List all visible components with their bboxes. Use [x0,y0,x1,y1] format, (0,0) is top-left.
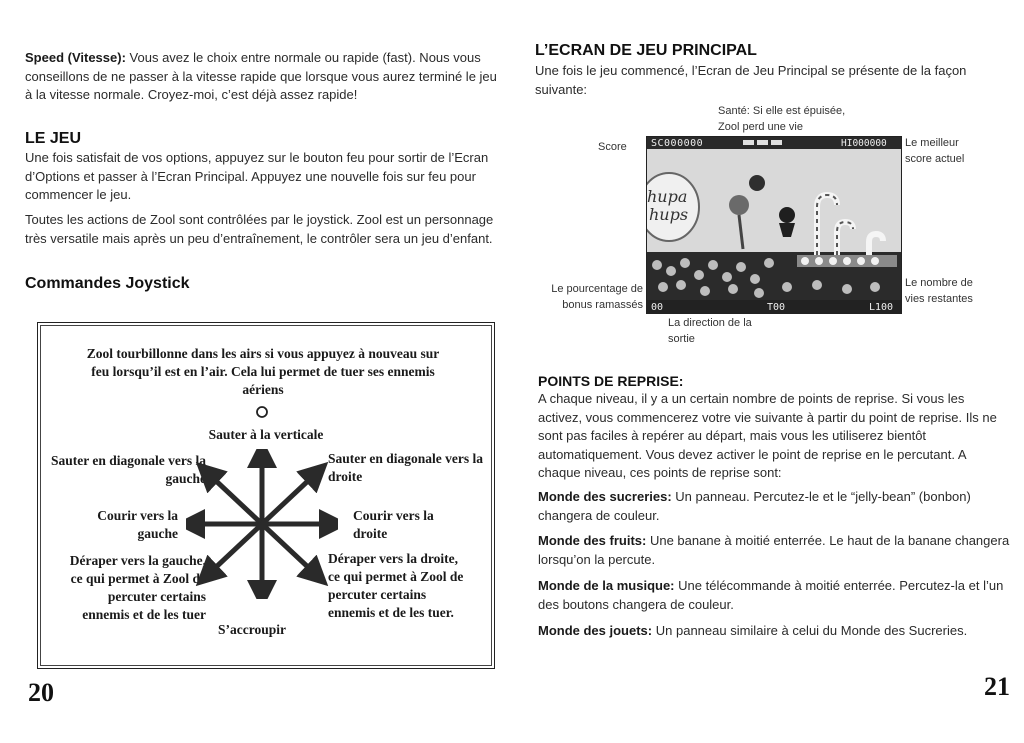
world-fruits [538,532,1010,569]
speed-paragraph [25,49,500,105]
page-number-right: 21 [984,672,1010,701]
joystick-arrows-icon [186,449,338,599]
hud-bonus: 00 [651,302,664,313]
world-sucreries-name: Monde des sucreries: [538,489,672,504]
fire-button-icon [255,405,269,419]
label-right: Courir vers la droite [353,508,434,541]
le-jeu-heading: LE JEU [25,130,82,147]
game-screen-image [646,136,902,314]
label-up-left: Sauter en diagonale vers la gauche [51,453,206,486]
label-down-left: Déraper vers la gauche, ce qui permet à Zool de percuter certains ennemis et de les tuer [69,553,206,622]
world-jouets-text: Un panneau similaire à celui du Monde des Sucreries. [655,623,968,638]
label-score: Score [598,141,627,153]
hud-health-bar [743,140,782,145]
joystick-heading: Commandes Joystick [25,275,190,292]
label-sante: Santé: Si elle est épuisée, Zool perd une vie [718,105,846,133]
hud-lives: L100 [869,302,894,313]
le-jeu-paragraph-2: Toutes les actions de Zool sont contrôlées par le joystick. Zool est un personnage très versatile mais après un peu d’entraînement, le contrôler sera un jeu d’enfant. [25,212,494,246]
game-scene [647,137,901,313]
label-pourcentage: Le pourcentage de bonus ramassés [551,283,643,311]
speed-label: Speed (Vitesse): [25,50,126,65]
ecran-paragraph: Une fois le jeu commencé, l’Ecran de Jeu Principal se présente de la façon suivante: [535,63,967,97]
points-paragraph: A chaque niveau, il y a un certain nombre de points de reprise. Si vous les activez, vous commencerez votre vie suivante à partir du point de reprise. Ils ne sont pas faciles à repérer au départ, mais vous les utiliserez bientôt automatiquement. Vous devez activer le point de reprise en le percutant. A chaque niveau, ces points de reprise sont: [538,391,997,480]
label-up-right: Sauter en diagonale vers la droite [328,451,483,484]
fire-description: Zool tourbillonne dans les airs si vous appuyez à nouveau sur feu lorsqu’il est en l’air. Cela lui permet de tuer ses ennemis aériens [86,346,440,397]
speed-text: Vous avez le choix entre normale ou rapide (fast). Nous vous conseillons de ne passer à la vitesse rapide que lorsque vous aurez terminé le jeu à la vitesse normale. Croyez-moi, c’est déjà assez rapide! [25,50,497,102]
page-number-left: 20 [28,678,54,707]
logo-text-1: hupa [647,187,688,206]
world-sucreries-text: Un panneau. Percutez-le et le “jelly-bean” (bonbon) changera de couleur. [538,489,971,523]
world-fruits-text: Une banane à moitié enterrée. Le haut de la banane changera lorsqu’on la percute. [538,533,1010,567]
label-down: S’accroupir [218,622,286,637]
points-heading: POINTS DE REPRISE: [538,373,684,389]
hud-score: SC000000 [651,138,704,149]
label-meilleur: Le meilleur score actuel [905,137,965,165]
world-jouets [538,622,1010,641]
world-musique [538,577,1010,614]
ecran-heading: L’ECRAN DE JEU PRINCIPAL [535,42,757,59]
label-up: Sauter à la verticale [208,427,324,442]
world-jouets-name: Monde des jouets: [538,623,653,638]
logo-text-2: hups [649,205,689,224]
world-musique-text: Une télécommande à moitié enterrée. Percutez-la et l’un des boutons changera de couleur. [538,578,1004,612]
joystick-diagram-box [37,322,495,669]
hud-time: T00 [767,302,786,313]
world-musique-name: Monde de la musique: [538,578,675,593]
world-fruits-name: Monde des fruits: [538,533,647,548]
hud-hiscore: HI000000 [841,138,887,149]
le-jeu-paragraph-1: Une fois satisfait de vos options, appuyez sur le bouton feu pour sortir de l’Ecran d’Options et passer à l’Ecran Principal. Appuyez une nouvelle fois sur feu pour commencer le jeu. [25,150,489,202]
label-vies: Le nombre de vies restantes [905,277,973,305]
label-down-right: Déraper vers la droite, ce qui permet à Zool de percuter certains ennemis et de les tuer. [328,551,464,620]
world-sucreries [538,488,1010,525]
label-direction: La direction de la sortie [668,317,752,345]
label-left: Courir vers la gauche [97,508,178,541]
